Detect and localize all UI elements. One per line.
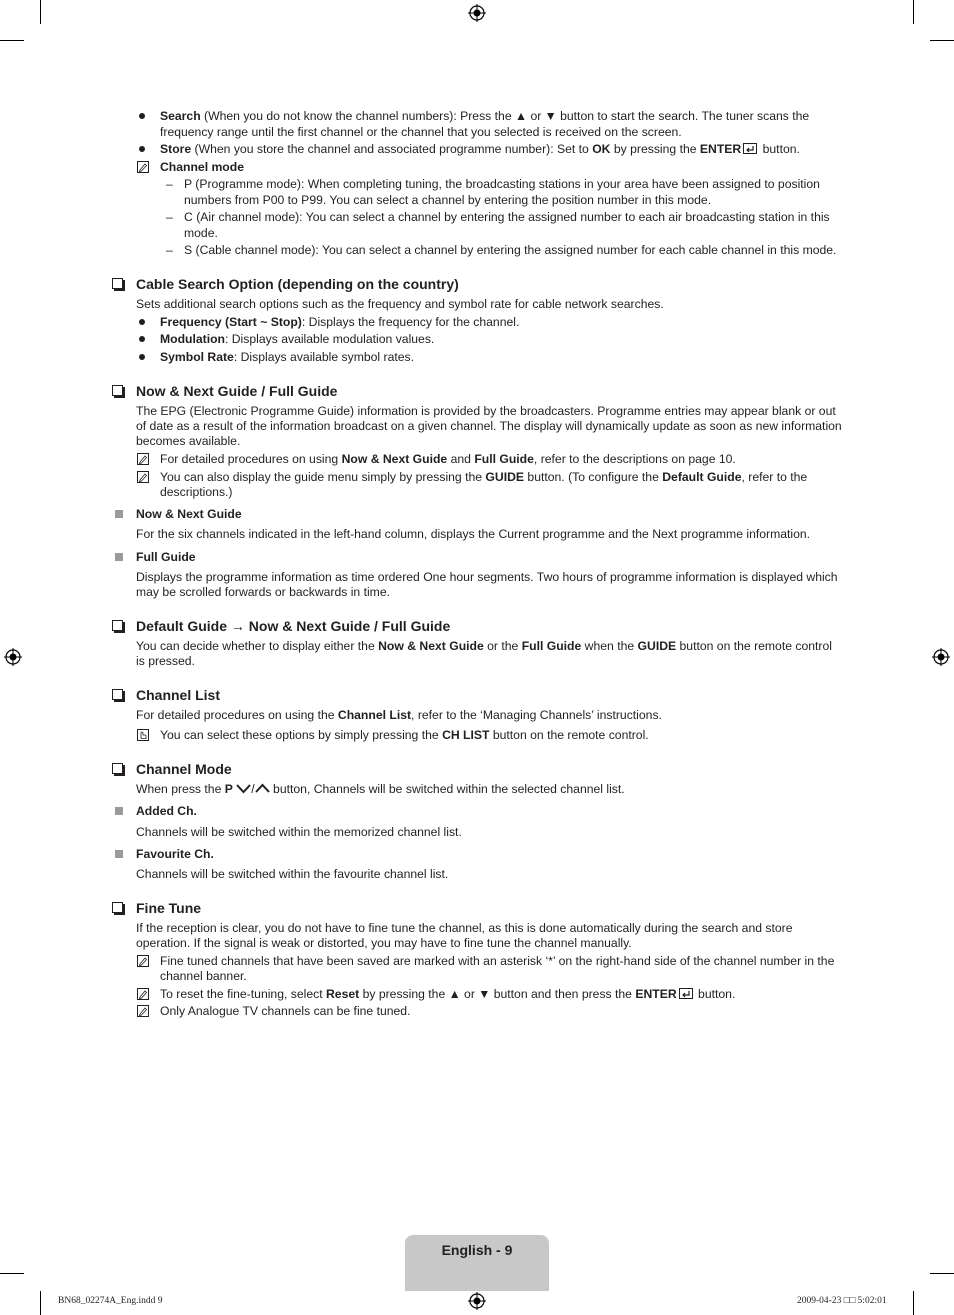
dash: – xyxy=(166,210,173,224)
channel-mode-note-title: Channel mode xyxy=(160,160,244,174)
fine-tune-note3: Only Analogue TV channels can be fine tuned. xyxy=(160,1004,411,1018)
now-next-title: Now & Next Guide xyxy=(136,507,242,521)
crop-mark xyxy=(930,1273,954,1274)
crop-mark xyxy=(0,40,24,41)
now-next-text: For the six channels indicated in the left-hand column, displays the Current programme and the Next programme information. xyxy=(136,527,811,541)
note-icon xyxy=(137,453,149,465)
cable-search-desc: Sets additional search options such as the frequency and symbol rate for cable network searches. xyxy=(136,297,664,311)
crop-mark xyxy=(0,1273,24,1274)
fine-tune-note1-cont: channel banner. xyxy=(160,969,247,983)
crop-mark xyxy=(40,1291,41,1315)
fine-tune-para: operation. If the signal is weak or distorted, you may have to fine tune the channel manually. xyxy=(136,936,632,950)
note-icon xyxy=(137,161,149,173)
checkbox-bullet xyxy=(112,620,123,631)
list-item: Modulation: Displays available modulation values. xyxy=(160,332,435,346)
crop-mark xyxy=(913,1291,914,1315)
checkbox-bullet xyxy=(112,278,123,289)
chevron-down-icon xyxy=(236,783,251,794)
c-mode-line1: C (Air channel mode): You can select a channel by entering the assigned number to each air broadcasting station in this xyxy=(184,210,830,224)
guide-heading: Now & Next Guide / Full Guide xyxy=(136,383,338,399)
channel-list-text: For detailed procedures on using the Channel List, refer to the ‘Managing Channels’ instructions. xyxy=(136,708,662,722)
checkbox-bullet xyxy=(112,385,123,396)
registration-mark-icon xyxy=(468,4,486,22)
dash: – xyxy=(166,177,173,191)
note-icon xyxy=(137,1005,149,1017)
crop-mark xyxy=(913,0,914,24)
guide-note2: You can also display the guide menu simply by pressing the GUIDE button. (To configure the Default Guide, refer to the xyxy=(160,470,808,484)
store-item: Store (When you store the channel and associated programme number): Set to OK by pressing the ENTER button. xyxy=(160,142,800,156)
checkbox-bullet xyxy=(112,763,123,774)
registration-mark-icon xyxy=(468,1292,486,1310)
note-icon xyxy=(137,988,149,1000)
full-guide-title: Full Guide xyxy=(136,550,196,564)
added-ch-text: Channels will be switched within the memorized channel list. xyxy=(136,825,462,839)
search-item: Search (When you do not know the channel numbers): Press the ▲ or ▼ button to start the search. The tuner scans the xyxy=(160,109,810,123)
footer-timestamp: 2009-04-23 □□ 5:02:01 xyxy=(797,1296,887,1306)
s-mode-line1: S (Cable channel mode): You can select a channel by entering the assigned number for each cable channel in this mode. xyxy=(184,243,837,257)
dash: – xyxy=(166,243,173,257)
list-item: Frequency (Start ~ Stop): Displays the frequency for the channel. xyxy=(160,315,520,329)
fine-tune-note1: Fine tuned channels that have been saved are marked with an asterisk ‘*’ on the right-hand side of the channel number in the xyxy=(160,954,835,968)
default-guide-text-cont: is pressed. xyxy=(136,654,195,668)
channel-mode-text: When press the P / button, Channels will be switched within the selected channel list. xyxy=(136,782,625,796)
guide-para: becomes available. xyxy=(136,434,241,448)
guide-para: The EPG (Electronic Programme Guide) information is provided by the broadcasters. Programme entries may appear blank or out xyxy=(136,404,836,418)
p-mode-line1: P (Programme mode): When completing tuning, the broadcasting stations in your area have been assigned to position xyxy=(184,177,820,191)
chevron-up-icon xyxy=(255,783,270,794)
bullet xyxy=(139,354,145,360)
bullet xyxy=(139,146,145,152)
registration-mark-icon xyxy=(932,648,950,666)
footer-file-name: BN68_02274A_Eng.indd 9 xyxy=(58,1296,163,1306)
favourite-ch-text: Channels will be switched within the favourite channel list. xyxy=(136,867,449,881)
full-guide-text: may be scrolled forwards or backwards in time. xyxy=(136,585,390,599)
cable-search-heading: Cable Search Option (depending on the country) xyxy=(136,276,459,292)
note-icon xyxy=(137,955,149,967)
search-item-cont: frequency range until the first channel or the channel that you selected is received on the screen. xyxy=(160,125,682,139)
fine-tune-para: If the reception is clear, you do not have to fine tune the channel, as this is done automatically during the search and store xyxy=(136,921,793,935)
hand-tip-icon xyxy=(137,729,149,741)
registration-mark-icon xyxy=(4,648,22,666)
bullet xyxy=(139,336,145,342)
square-bullet xyxy=(115,510,123,518)
added-ch-title: Added Ch. xyxy=(136,804,197,818)
note-icon xyxy=(137,471,149,483)
channel-list-heading: Channel List xyxy=(136,687,221,703)
checkbox-bullet xyxy=(112,902,123,913)
page-number: English - 9 xyxy=(441,1242,513,1258)
list-item: Symbol Rate: Displays available symbol rates. xyxy=(160,350,415,364)
bullet xyxy=(139,113,145,119)
p-mode-line2: numbers from P00 to P99. You can select a channel by entering the position number in this mode. xyxy=(184,193,712,207)
crop-mark xyxy=(930,40,954,41)
default-guide-text: You can decide whether to display either the Now & Next Guide or the Full Guide when the GUIDE button on the remote control xyxy=(136,639,832,653)
bullet xyxy=(139,319,145,325)
channel-mode-heading: Channel Mode xyxy=(136,761,232,777)
crop-mark xyxy=(40,0,41,24)
guide-note2-cont: descriptions.) xyxy=(160,485,233,499)
fine-tune-heading: Fine Tune xyxy=(136,900,202,916)
guide-para: of date as a result of the information broadcast on a given channel. The display will dynamically update as soon as new information xyxy=(136,419,842,433)
checkbox-bullet xyxy=(112,689,123,700)
enter-icon xyxy=(679,988,693,999)
guide-note1: For detailed procedures on using Now & Next Guide and Full Guide, refer to the descriptions on page 10. xyxy=(160,452,736,466)
c-mode-line2: mode. xyxy=(184,226,218,240)
square-bullet xyxy=(115,850,123,858)
fine-tune-note2: To reset the fine-tuning, select Reset by pressing the ▲ or ▼ button and then press the ENTER button. xyxy=(160,987,736,1001)
square-bullet xyxy=(115,553,123,561)
square-bullet xyxy=(115,807,123,815)
favourite-ch-title: Favourite Ch. xyxy=(136,847,214,861)
full-guide-text: Displays the programme information as time ordered One hour segments. Two hours of programme information is displayed which xyxy=(136,570,838,584)
enter-icon xyxy=(743,143,757,154)
channel-list-tip: You can select these options by simply pressing the CH LIST button on the remote control. xyxy=(160,728,649,742)
default-guide-heading: Default Guide → Now & Next Guide / Full Guide xyxy=(136,618,451,634)
